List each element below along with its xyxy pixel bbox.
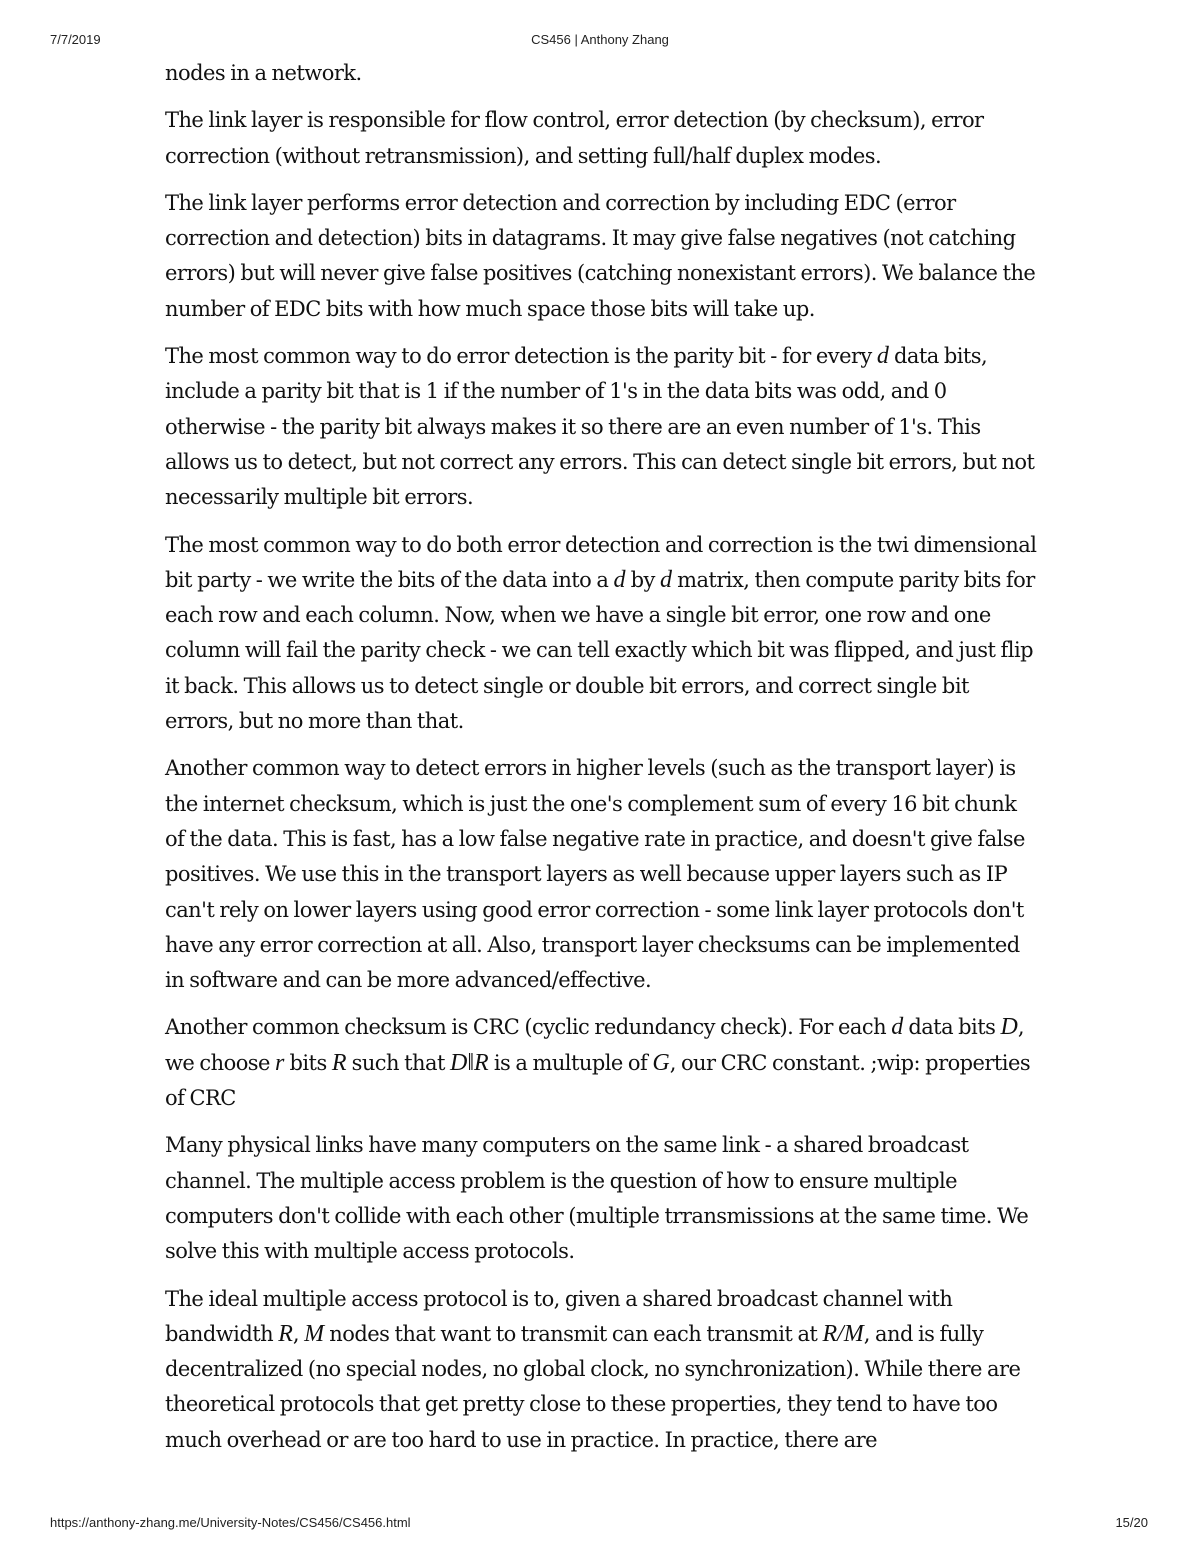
paragraph [165, 339, 1040, 515]
footer-page-number: 15/20 [1115, 1515, 1148, 1530]
paragraph [165, 528, 1040, 740]
math-symbol: G [652, 1049, 670, 1076]
text-run: nodes in a network. [165, 61, 362, 85]
text-run: data bits, include a parity bit that is 1 if the number of 1's in the data bits was odd, and 0 otherwise - the parity bit always makes it so there are an even number of 1's. This allows us to detect, but not correct any errors. This can detect single bit errors, but not necessarily multiple bit errors. [165, 344, 1035, 510]
text-run: The most common way to do both error detection and correction is the twi dimensional bit party - we write the bits of the data into a [165, 532, 1037, 592]
math-symbol: r [275, 1049, 285, 1076]
paragraph [165, 186, 1040, 327]
text-run: , and is fully decentralized (no special nodes, no global clock, no synchronization). While there are theoretical protocols that get pretty close to these properties, they tend to have too much overhead or are too hard to use in practice. In practice, there are [165, 1321, 1021, 1452]
text-run: The link layer is responsible for flow control, error detection (by checksum), error correction (without retransmission), and setting full/half duplex modes. [165, 108, 984, 168]
math-symbol: R [278, 1320, 293, 1347]
footer-url: https://anthony-zhang.me/University-Notes/CS456/CS456.html [50, 1515, 411, 1530]
text-run: by [625, 567, 660, 592]
math-symbol: D‖R [449, 1049, 489, 1076]
text-run: , [292, 1321, 305, 1346]
math-symbol: d [891, 1014, 904, 1041]
math-symbol: d [876, 343, 889, 370]
header-title: CS456 | Anthony Zhang [531, 32, 669, 47]
math-symbol: d [659, 566, 672, 593]
paragraph [165, 56, 1040, 91]
header-date: 7/7/2019 [50, 32, 101, 47]
math-symbol: M [304, 1320, 325, 1347]
paragraph [165, 1282, 1040, 1458]
math-symbol: R/M [822, 1320, 864, 1347]
text-run: Another common way to detect errors in higher levels (such as the transport layer) is the internet checksum, which is just the one's complement sum of every 16 bit chunk of the data. This is fast, has a low false negative rate in practice, and doesn't give false positives. We use this in the transport layers as well because upper layers such as IP can't rely on lower layers using good error correction - some link layer protocols don't have any error correction at all. Also, transport layer checksums can be implemented in software and can be more advanced/effective. [165, 756, 1025, 993]
paragraph [165, 1128, 1040, 1269]
math-symbol: D [1000, 1014, 1018, 1041]
document-body [165, 56, 1040, 1470]
text-run: matrix, then compute parity bits for each row and each column. Now, when we have a single bit error, one row and one column will fail the parity check - we can tell exactly which bit was flipped, and just flip it back. This allows us to detect single or double bit errors, and correct single bit errors, but no more than that. [165, 567, 1035, 734]
paragraph [165, 103, 1040, 174]
paragraph [165, 1010, 1040, 1116]
text-run: The link layer performs error detection and correction by including EDC (error correction and detection) bits in datagrams. It may give false negatives (not catching errors) but will never give false positives (catching nonexistant errors). We balance the number of EDC bits with how much space those bits will take up. [165, 190, 1036, 321]
text-run: Another common checksum is CRC (cyclic redundancy check). For each [165, 1015, 892, 1040]
math-symbol: d [613, 566, 626, 593]
text-run: data bits [903, 1015, 1001, 1040]
paragraph [165, 751, 1040, 998]
text-run: The ideal multiple access protocol is to, given a shared broadcast channel with bandwidth [165, 1286, 953, 1346]
text-run: Many physical links have many computers on the same link - a shared broadcast channel. The multiple access problem is the question of how to ensure multiple computers don't collide with each other (multiple trransmissions at the same time. We solve this with multiple access protocols. [165, 1133, 1029, 1264]
text-run: The most common way to do error detection is the parity bit - for every [165, 344, 877, 369]
text-run: is a multuple of [488, 1050, 653, 1075]
math-symbol: R [331, 1049, 347, 1076]
text-run: , we choose [165, 1015, 1024, 1075]
text-run: bits [284, 1050, 332, 1075]
text-run: , our CRC constant. ;wip: properties of CRC [165, 1050, 1031, 1111]
text-run: such that [346, 1050, 450, 1075]
text-run: nodes that want to transmit can each transmit at [324, 1321, 823, 1346]
